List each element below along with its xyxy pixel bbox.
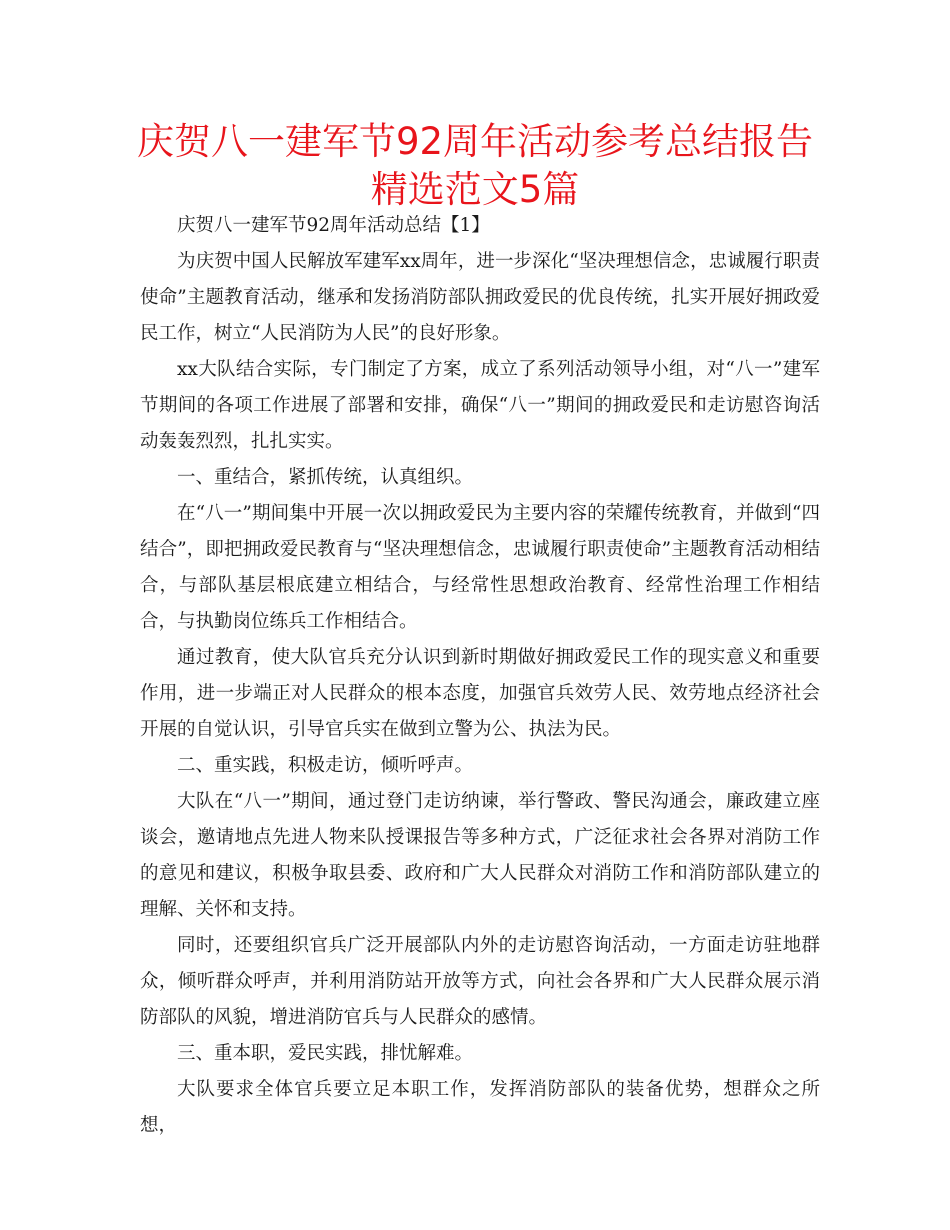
document-body <box>140 208 820 1144</box>
paragraph: xx大队结合实际，专门制定了方案，成立了系列活动领导小组，对“八一”建军节期间的各项工作进展了部署和安排，确保“八一”期间的拥政爱民和走访慰咨询活动轰轰烈烈，扎扎实实。 <box>140 359 820 452</box>
subheading: 三、重本职，爱民实践，排忧解难。 <box>177 1043 474 1064</box>
paragraph: 大队要求全体官兵要立足本职工作，发挥消防部队的装备优势，想群众之所想， <box>140 1079 820 1136</box>
paragraph: 通过教育，使大队官兵充分认识到新时期做好拥政爱民工作的现实意义和重要作用，进一步端正对人民群众的根本态度，加强官兵效劳人民、效劳地点经济社会开展的自觉认识，引导官兵实在做到立警为公、执法为民。 <box>140 647 820 740</box>
paragraph: 大队在“八一”期间，通过登门走访纳谏，举行警政、警民沟通会，廉政建立座谈会，邀请地点先进人物来队授课报告等多种方式，广泛征求社会各界对消防工作的意见和建议，积极争取县委、政府和广大人民群众对消防工作和消防部队建立的理解、关怀和支持。 <box>140 791 820 920</box>
section-heading: 庆贺八一建军节92周年活动总结【1】 <box>177 215 490 236</box>
subheading: 一、重结合，紧抓传统，认真组织。 <box>177 467 474 488</box>
document-title: 庆贺八一建军节92周年活动参考总结报告精选范文5篇 <box>136 120 814 211</box>
paragraph: 在“八一”期间集中开展一次以拥政爱民为主要内容的荣耀传统教育，并做到“四结合”，即把拥政爱民教育与“坚决理想信念，忠诚履行职责使命”主题教育活动相结合，与部队基层根底建立相结合，与经常性思想政治教育、经常性治理工作相结合，与执勤岗位练兵工作相结合。 <box>140 503 820 632</box>
paragraph: 为庆贺中国人民解放军建军xx周年，进一步深化“坚决理想信念，忠诚履行职责使命”主题教育活动，继承和发扬消防部队拥政爱民的优良传统，扎实开展好拥政爱民工作，树立“人民消防为人民”的良好形象。 <box>140 251 820 344</box>
paragraph: 同时，还要组织官兵广泛开展部队内外的走访慰咨询活动，一方面走访驻地群众，倾听群众呼声，并利用消防站开放等方式，向社会各界和广大人民群众展示消防部队的风貌，增进消防官兵与人民群众的感情。 <box>140 935 820 1028</box>
subheading: 二、重实践，积极走访，倾听呼声。 <box>177 755 474 776</box>
